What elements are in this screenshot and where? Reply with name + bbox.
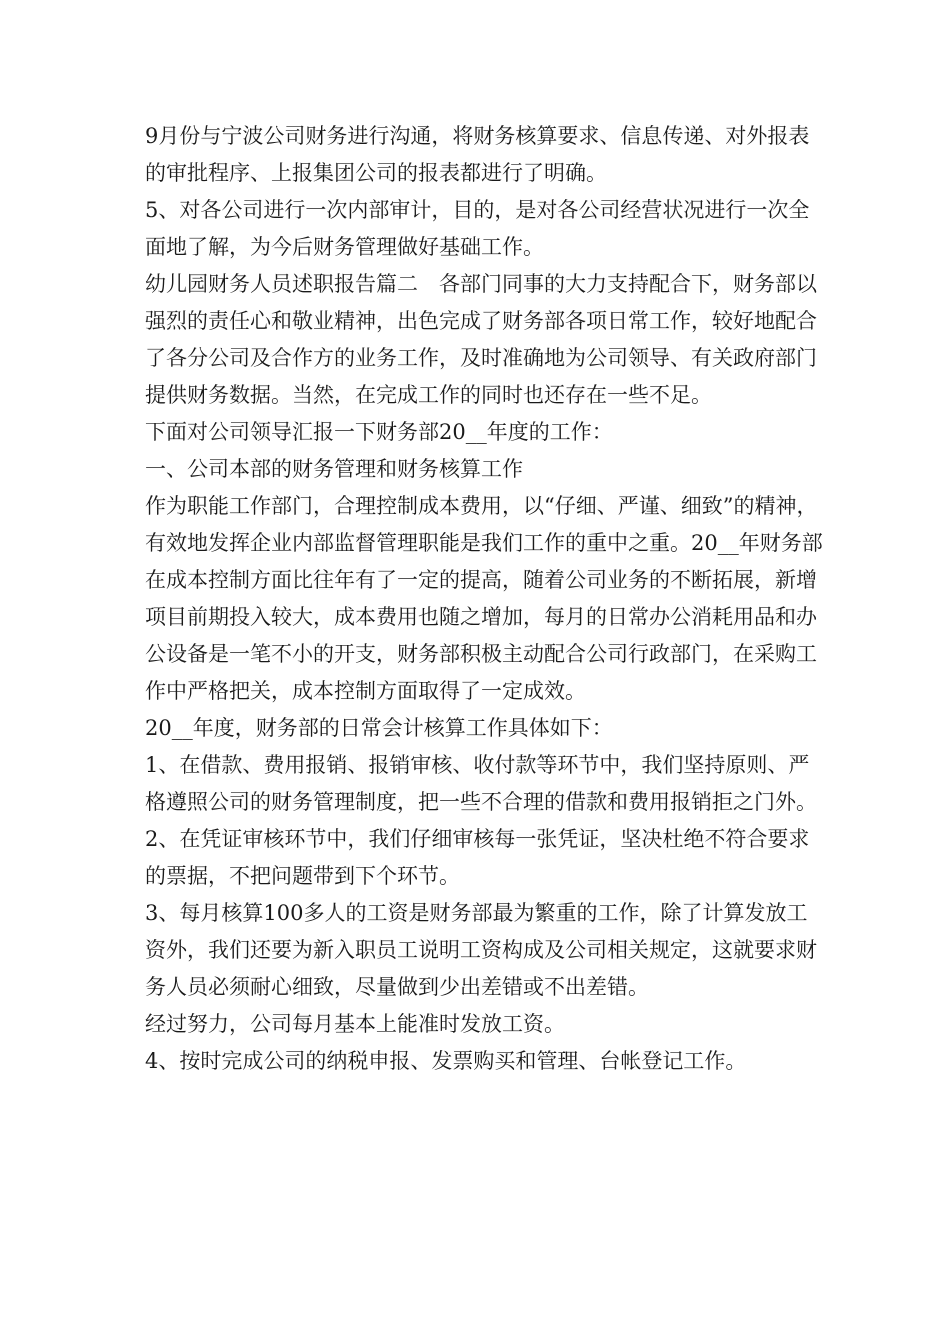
paragraph: 5、对各公司进行一次内部审计，目的，是对各公司经营状况进行一次全面地了解，为今后财务管理做好基础工作。 xyxy=(145,198,810,259)
paragraph: 作为职能工作部门，合理控制成本费用，以“仔细、严谨、细致”的精神，有效地发挥企业内部监督管理职能是我们工作的重中之重。20__年财务部在成本控制方面比往年有了一定的提高，随着公司业务的不断拓展，新增项目前期投入较大，成本费用也随之增加，每月的日常办公消耗用品和办公设备是一笔不小的开支，财务部积极主动配合公司行政部门，在采购工作中严格把关，成本控制方面取得了一定成效。 xyxy=(145,494,823,703)
paragraph: 幼儿园财务人员述职报告篇二 各部门同事的大力支持配合下，财务部以强烈的责任心和敬业精神，出色完成了财务部各项日常工作，较好地配合了各分公司及合作方的业务工作，及时准确地为公司领导、有关政府部门提供财务数据。当然，在完成工作的同时也还存在一些不足。 xyxy=(145,272,817,407)
paragraph: 一、公司本部的财务管理和财务核算工作 xyxy=(145,457,523,481)
paragraph: 经过努力，公司每月基本上能准时发放工资。 xyxy=(145,1012,565,1036)
paragraph: 1、在借款、费用报销、报销审核、收付款等环节中，我们坚持原则、严格遵照公司的财务管理制度，把一些不合理的借款和费用报销拒之门外。 xyxy=(145,753,817,814)
paragraph: 20__年度，财务部的日常会计核算工作具体如下： xyxy=(145,716,613,740)
document-body xyxy=(145,118,825,1080)
paragraph: 下面对公司领导汇报一下财务部20__年度的工作： xyxy=(145,420,613,444)
paragraph: 4、按时完成公司的纳税申报、发票购买和管理、台帐登记工作。 xyxy=(145,1049,747,1073)
paragraph: 9月份与宁波公司财务进行沟通，将财务核算要求、信息传递、对外报表的审批程序、上报集团公司的报表都进行了明确。 xyxy=(145,124,810,185)
paragraph: 3、每月核算100多人的工资是财务部最为繁重的工作，除了计算发放工资外，我们还要为新入职员工说明工资构成及公司相关规定，这就要求财务人员必须耐心细致，尽量做到少出差错或不出差错。 xyxy=(145,901,817,999)
paragraph: 2、在凭证审核环节中，我们仔细审核每一张凭证，坚决杜绝不符合要求的票据，不把问题带到下个环节。 xyxy=(145,827,810,888)
